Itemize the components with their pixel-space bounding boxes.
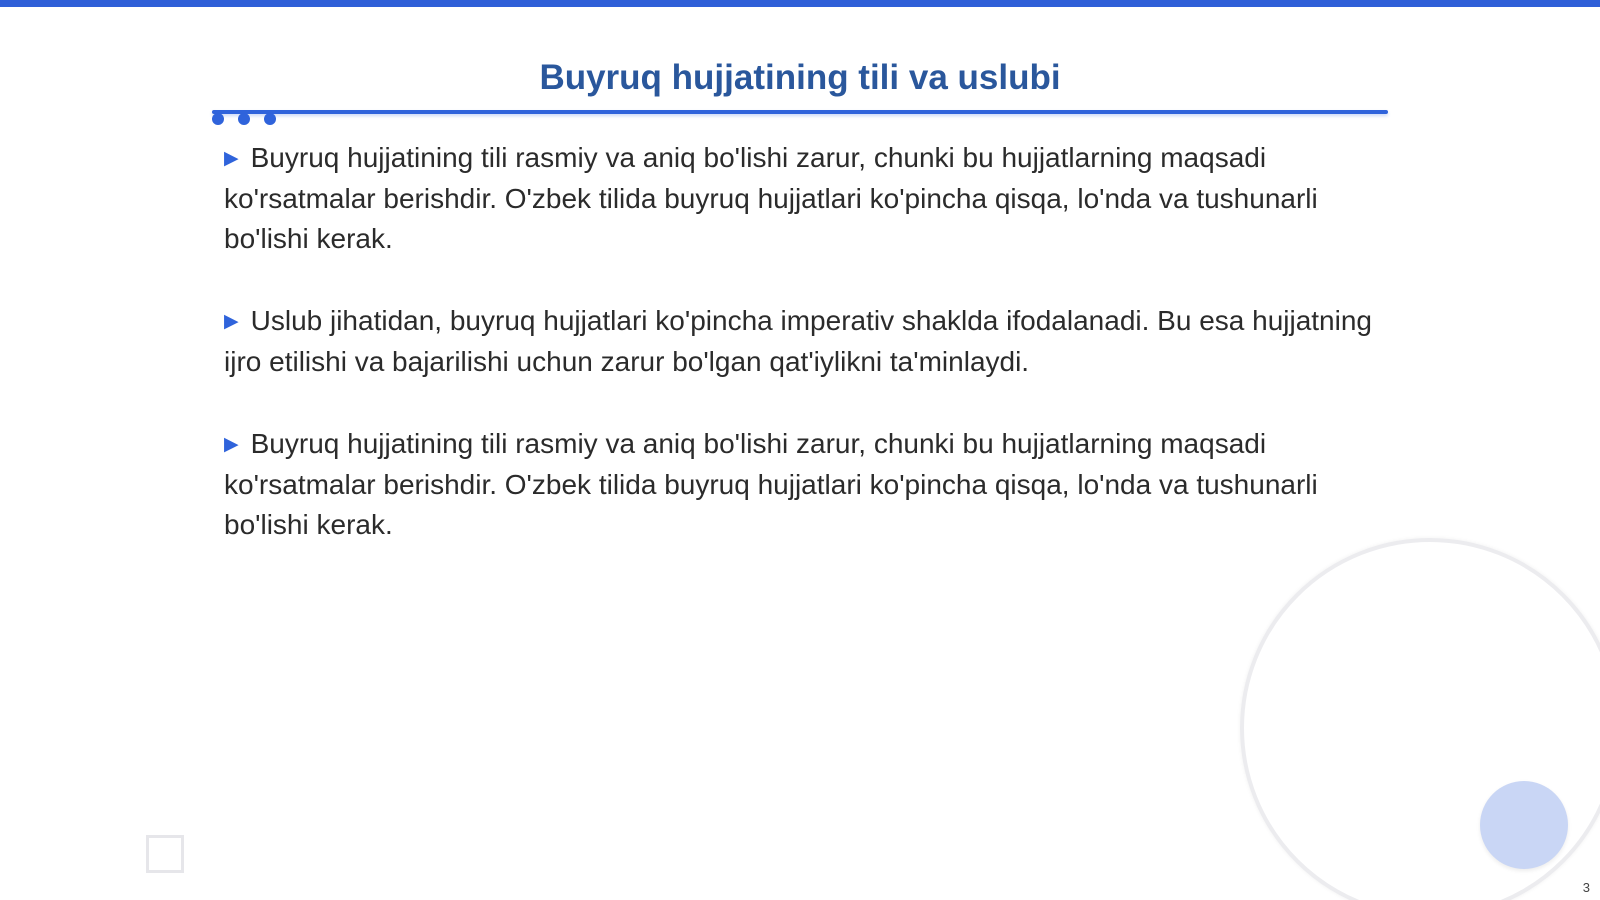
triangle-bullet-icon: ▶ xyxy=(224,148,239,169)
bullet-text: Buyruq hujjatining tili rasmiy va aniq bo'lishi zarur, chunki bu hujjatlarning maqsadi ko'rsatmalar berishdir. O'zbek tilida buyruq hujjatlari ko'pincha qisqa, lo'nda va tushunarli bo'lishi kerak. xyxy=(224,142,1318,254)
decorative-dot xyxy=(212,113,224,125)
decorative-dot xyxy=(264,113,276,125)
slide-title: Buyruq hujjatining tili va uslubi xyxy=(539,58,1061,97)
bullet-item xyxy=(224,138,1384,259)
decorative-square xyxy=(146,835,184,873)
bullet-list xyxy=(224,138,1384,587)
title-underline xyxy=(212,110,1388,114)
bullet-item xyxy=(224,424,1384,545)
page-number: 3 xyxy=(1582,880,1590,895)
triangle-bullet-icon: ▶ xyxy=(224,434,239,455)
top-accent-bar xyxy=(0,0,1600,7)
triangle-bullet-icon: ▶ xyxy=(224,311,239,332)
bullet-text: Buyruq hujjatining tili rasmiy va aniq bo'lishi zarur, chunki bu hujjatlarning maqsadi ko'rsatmalar berishdir. O'zbek tilida buyruq hujjatlari ko'pincha qisqa, lo'nda va tushunarli bo'lishi kerak. xyxy=(224,428,1318,540)
decorative-circle xyxy=(1480,781,1568,869)
bullet-item xyxy=(224,301,1384,382)
decorative-dot xyxy=(238,113,250,125)
bullet-text: Uslub jihatidan, buyruq hujjatlari ko'pincha imperativ shaklda ifodalanadi. Bu esa hujjatning ijro etilishi va bajarilishi uchun zarur bo'lgan qat'iylikni ta'minlaydi. xyxy=(224,305,1372,377)
